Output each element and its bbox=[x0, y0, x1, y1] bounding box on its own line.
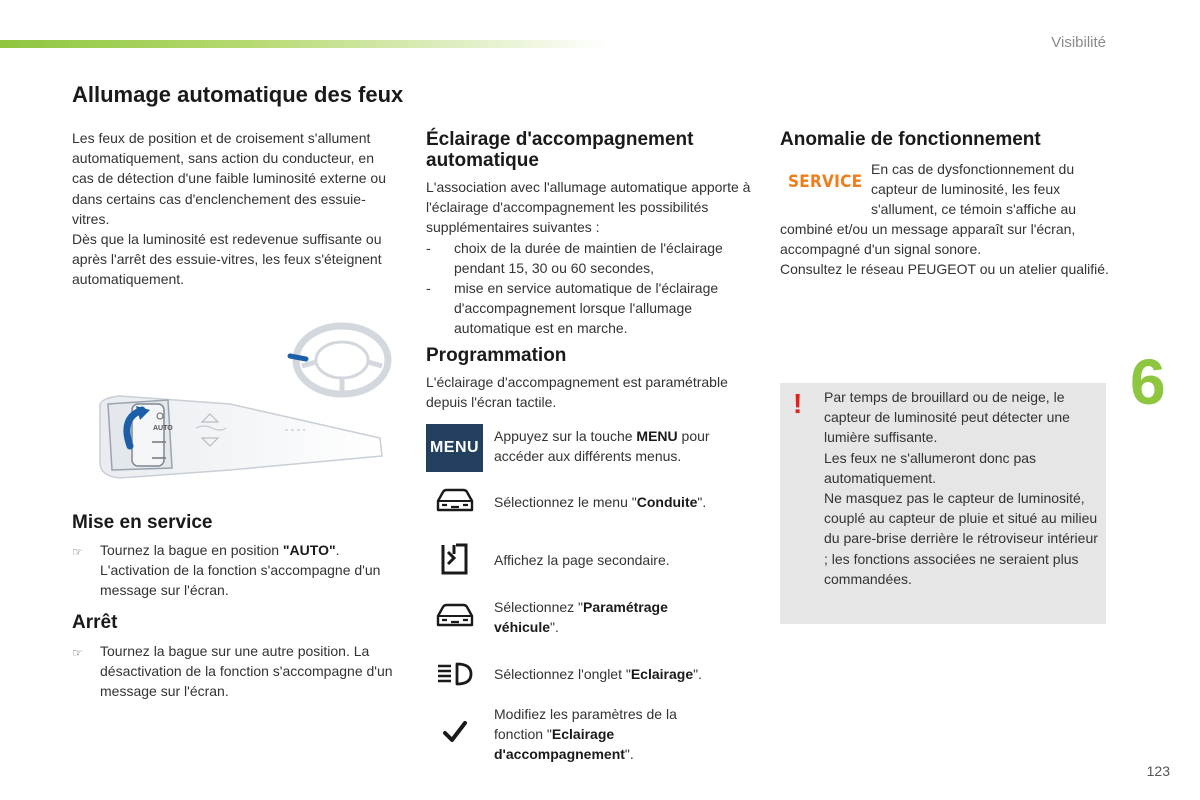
menu-key-icon bbox=[426, 424, 483, 472]
mise-en-service-item bbox=[72, 540, 402, 601]
stalk-auto-label: AUTO bbox=[153, 425, 173, 432]
intro-text bbox=[72, 128, 392, 290]
page-title: Allumage automatique des feux bbox=[72, 82, 404, 107]
section-label: Visibilité bbox=[1051, 34, 1106, 51]
arret-text: Tournez la bague sur une autre position. La désactivation de la fonction s'accompagne d'un message sur l'écran. bbox=[100, 643, 393, 700]
eclairage-list-item: - mise en service automatique de l'éclairage d'accompagnement lorsque l'allumage automatique est en marche. bbox=[426, 280, 719, 337]
secondary-page-icon bbox=[426, 542, 483, 576]
page-number: 123 bbox=[1146, 763, 1170, 779]
eclairage-body bbox=[426, 177, 756, 339]
step-4-text: Sélectionnez "Paramétrage véhicule". bbox=[494, 599, 668, 636]
steering-wheel-icon bbox=[296, 326, 388, 394]
exclamation-icon: ! bbox=[793, 388, 803, 419]
step-6-text: Modifiez les paramètres de la fonction "Eclairage d'accompagnement". bbox=[494, 706, 677, 763]
step-1-text: Appuyez sur la touche MENU pour accéder aux différents menus. bbox=[494, 428, 710, 465]
chapter-number: 6 bbox=[1130, 346, 1166, 418]
menu-button-graphic: MENU bbox=[426, 424, 483, 472]
service-warning-lamp-icon: SERVICE bbox=[788, 172, 863, 192]
check-icon bbox=[426, 717, 483, 747]
mise-en-service-heading: Mise en service bbox=[72, 512, 213, 533]
step-5-text: Sélectionnez l'onglet "Eclairage". bbox=[494, 666, 702, 682]
car-settings-icon bbox=[426, 601, 483, 631]
anomalie-heading: Anomalie de fonctionnement bbox=[780, 129, 1041, 150]
headlight-icon bbox=[426, 660, 483, 688]
programmation-heading: Programmation bbox=[426, 345, 567, 366]
light-stalk-illustration bbox=[80, 318, 400, 503]
intro-paragraph-2: Dès que la luminosité est redevenue suffisante ou après l'arrêt des essuie-vitres, les feux s'éteignent automatiquement. bbox=[72, 231, 382, 288]
eclairage-intro: L'association avec l'allumage automatique apporte à l'éclairage d'accompagnement les possibilités supplémentaires suivantes : bbox=[426, 179, 751, 236]
stalk-callout-arrow-icon bbox=[290, 356, 306, 359]
eclairage-heading: Éclairage d'accompagnement automatique bbox=[426, 129, 694, 171]
finger-pointer-icon: ☞ bbox=[72, 545, 83, 559]
light-stalk-icon bbox=[100, 396, 382, 478]
warning-text: Par temps de brouillard ou de neige, le capteur de luminosité peut détecter une lumière suffisante. Les feux ne s'allumeront donc pas automatiquement. Ne masquez pas le capteur de luminosité, couplé au capteur de pluie et situé au milieu du pare-brise derrière le rétroviseur intérieur ; les fonctions associées ne seraient plus commandées. bbox=[824, 389, 1098, 587]
finger-pointer-icon: ☞ bbox=[72, 646, 83, 660]
intro-paragraph-1: Les feux de position et de croisement s'allument automatiquement, sans action du conducteur, en cas de détection d'une faible luminosité externe ou dans certains cas d'enclenchement des essuie-vitres. bbox=[72, 130, 386, 227]
arret-heading: Arrêt bbox=[72, 612, 118, 633]
mise-en-service-text: Tournez la bague en position "AUTO". L'activation de la fonction s'accompagne d'un message sur l'écran. bbox=[100, 542, 381, 599]
arret-item bbox=[72, 641, 402, 702]
programmation-intro: L'éclairage d'accompagnement est paramétrable depuis l'écran tactile. bbox=[426, 374, 728, 411]
step-3-text: Affichez la page secondaire. bbox=[494, 552, 670, 568]
step-2-text: Sélectionnez le menu "Conduite". bbox=[494, 494, 707, 510]
eclairage-list-item: - choix de la durée de maintien de l'éclairage pendant 15, 30 ou 60 secondes, bbox=[426, 239, 723, 276]
anomalie-text-2: combiné et/ou un message apparaît sur l'écran, accompagné d'un signal sonore. Consultez le réseau PEUGEOT ou un atelier qualifié. bbox=[780, 221, 1109, 278]
header-accent-bar bbox=[0, 40, 610, 48]
car-icon bbox=[426, 486, 483, 516]
anomalie-text-1: En cas de dysfonctionnement du capteur de luminosité, les feux s'allument, ce témoin s'affiche au bbox=[871, 161, 1077, 218]
